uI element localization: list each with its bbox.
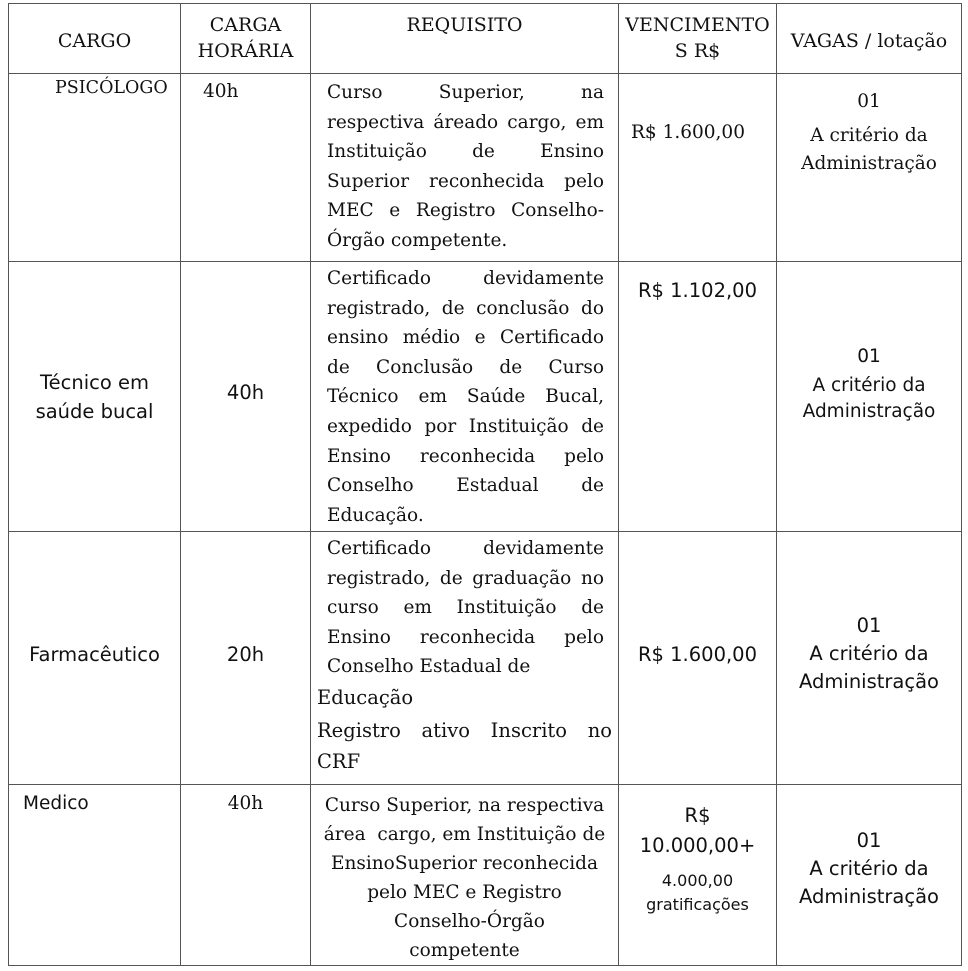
cargo-name: Medico — [23, 793, 89, 814]
header-carga-line1: CARGA — [209, 14, 282, 36]
vencimento-value: 10.000,00+ — [639, 834, 756, 857]
header-cargo-text: CARGO — [57, 30, 132, 52]
vencimento-currency: R$ — [684, 804, 711, 827]
vagas-lotacao: A critério da Administração — [799, 857, 939, 908]
cell-vagas — [777, 74, 962, 262]
header-vagas-text: VAGAS / lotação — [790, 30, 948, 52]
requisito-line: Conselho-Órgão — [394, 911, 545, 932]
vencimento-value: R$ 1.102,00 — [638, 279, 757, 302]
cargo-name: Técnico em saúde bucal — [35, 370, 154, 423]
carga-value: 40h — [227, 793, 264, 814]
gratificacao-label: gratificações — [646, 895, 749, 914]
requisito-registro: Registro ativo Inscrito no CRF — [317, 718, 612, 773]
carga-value: 40h — [203, 81, 239, 102]
carga-value: 20h — [226, 642, 265, 666]
header-venc-line2: S R$ — [674, 40, 721, 62]
header-vencimentos — [619, 4, 777, 74]
vagas-lotacao: A critério da Administração — [801, 125, 937, 174]
cell-vencimento — [619, 532, 777, 785]
requisito-line: área cargo, em Instituição de — [323, 824, 606, 845]
positions-table — [8, 3, 962, 966]
vencimento-value: R$ 1.600,00 — [631, 122, 745, 143]
vagas-count: 01 — [856, 829, 882, 852]
table-row — [9, 262, 962, 532]
header-vagas — [777, 4, 962, 74]
header-venc-line1: VENCIMENTO — [625, 14, 770, 36]
cargo-name: Farmacêutico — [29, 642, 160, 666]
header-requisito — [311, 4, 619, 74]
cell-vencimento — [619, 74, 777, 262]
requisito-text: Certificado devidamente registrado, de conclusão do ensino médio e Certificado de Conclusão de Curso Técnico em Saúde Bucal, expedido por Instituição de Ensino reconhecida pelo Conselho Estadual de Educação. — [327, 268, 604, 526]
cell-requisito — [311, 262, 619, 532]
requisito-line: Curso Superior, na respectiva — [324, 795, 605, 816]
cell-vagas — [777, 785, 962, 966]
table-row — [9, 74, 962, 262]
cell-cargo — [9, 262, 181, 532]
table-row — [9, 785, 962, 966]
requisito-line: competente — [409, 940, 520, 961]
header-carga-horaria — [181, 4, 311, 74]
positions-table-container — [8, 3, 961, 964]
requisito-text: Curso Superior, na respectiva áreado cargo, em Instituição de Ensino Superior reconhecida pelo MEC e Registro Conselho-Órgão competente. — [327, 82, 604, 251]
header-cargo — [9, 4, 181, 74]
vagas-lotacao: A critério da Administração — [799, 642, 939, 693]
cell-cargo — [9, 532, 181, 785]
requisito-line: pelo MEC e Registro — [367, 882, 562, 903]
cell-vencimento — [619, 262, 777, 532]
vagas-count: 01 — [857, 346, 881, 367]
cell-requisito — [311, 532, 619, 785]
vagas-count: 01 — [856, 614, 882, 637]
requisito-educacao: Educação — [317, 685, 414, 709]
cell-carga — [181, 532, 311, 785]
cell-carga — [181, 74, 311, 262]
cell-vencimento — [619, 785, 777, 966]
table-row — [9, 532, 962, 785]
requisito-text: Certificado devidamente registrado, de graduação no curso em Instituição de Ensino reconhecida pelo Conselho Estadual de — [327, 538, 604, 678]
carga-value: 40h — [226, 381, 265, 404]
cargo-name: PSICÓLOGO — [55, 78, 168, 98]
vagas-count: 01 — [857, 91, 881, 112]
header-carga-line2: HORÁRIA — [197, 40, 294, 62]
cell-cargo — [9, 785, 181, 966]
cell-requisito — [311, 74, 619, 262]
cell-carga — [181, 262, 311, 532]
cell-cargo — [9, 74, 181, 262]
gratificacao-value: 4.000,00 — [661, 871, 734, 890]
cell-carga — [181, 785, 311, 966]
cell-vagas — [777, 262, 962, 532]
requisito-line: EnsinoSuperior reconhecida — [330, 853, 599, 874]
cell-vagas — [777, 532, 962, 785]
header-row — [9, 4, 962, 74]
vencimento-value: R$ 1.600,00 — [638, 642, 757, 666]
header-requisito-text: REQUISITO — [406, 14, 523, 36]
cell-requisito — [311, 785, 619, 966]
vagas-lotacao: A critério da Administração — [802, 375, 936, 422]
